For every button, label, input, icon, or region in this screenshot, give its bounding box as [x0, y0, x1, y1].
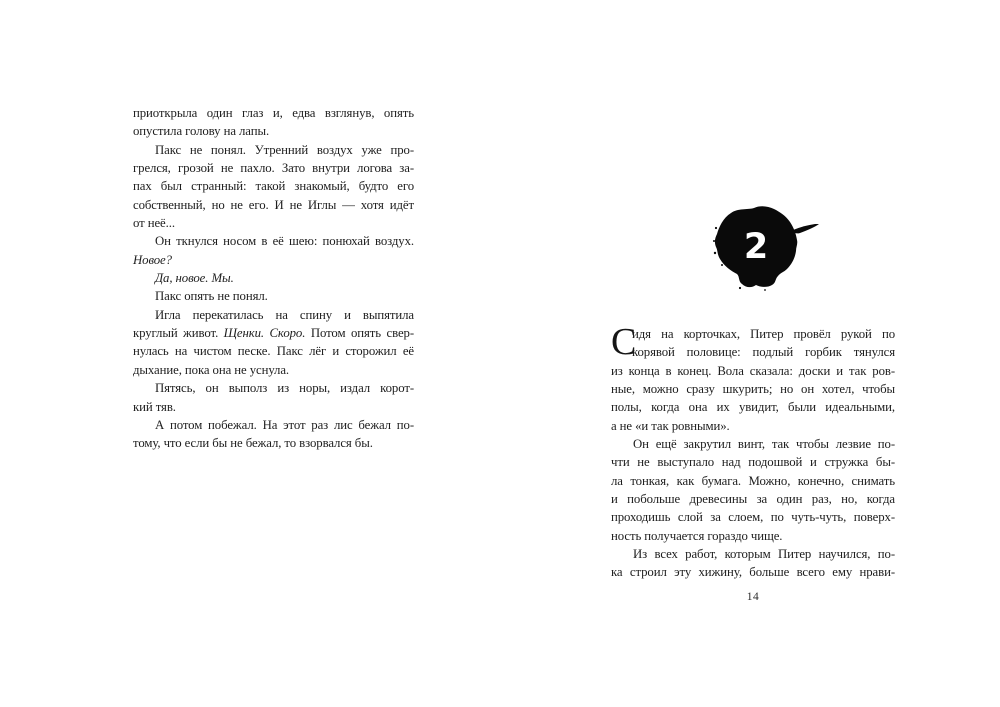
text-segment: Пакс не понял. Утренний воздух уже про-: [155, 142, 414, 157]
text-line: [133, 416, 414, 434]
text-segment: Потом опять свер-: [305, 326, 414, 341]
text-line: [133, 232, 414, 250]
text-segment: ла тонкая, как бумага. Можно, конечно, снимать: [611, 473, 895, 488]
text-segment: опустила голову на лапы.: [133, 124, 270, 139]
text-line: [133, 324, 414, 342]
text-segment: корявой половице: подлый горбик тянулся: [632, 345, 895, 360]
text-line: [611, 417, 895, 435]
chapter-number: 2: [743, 227, 769, 267]
text-segment: нулась на чистом песке. Пакс лёг и сторожил её: [133, 344, 414, 359]
text-segment: и побольше древесины за один раз, но, когда: [611, 492, 895, 507]
text-segment: из конца в конец. Вола сказала: доски и так ров-: [611, 363, 895, 378]
text-line: [611, 398, 895, 416]
text-line: [133, 122, 414, 140]
text-line: [611, 343, 895, 361]
text-segment: проходишь слой за слоем, по чуть-чуть, поверх-: [611, 510, 895, 525]
text-line: [133, 104, 414, 122]
italic-text-segment: Да, новое. Мы.: [155, 271, 234, 286]
page-left-text-block: [133, 104, 414, 453]
text-line: [133, 361, 414, 379]
chapter-ink-blob-icon: [710, 203, 822, 295]
text-segment: ность получается гораздо чище.: [611, 528, 783, 543]
text-segment: Он ещё закрутил винт, так чтобы лезвие по-: [633, 437, 895, 452]
text-segment: ка строил эту хижину, больше всего ему нрави-: [611, 565, 895, 580]
text-line: [611, 563, 895, 581]
text-line: [133, 141, 414, 159]
text-line: [133, 196, 414, 214]
text-line: [133, 306, 414, 324]
text-segment: кий тяв.: [133, 399, 176, 414]
text-segment: а не «и так ровными».: [611, 418, 730, 433]
text-segment: круглый живот.: [133, 326, 224, 341]
text-line: [133, 379, 414, 397]
text-segment: полы, когда она их увидит, были идеальными,: [611, 400, 895, 415]
text-line: [611, 362, 895, 380]
italic-text-segment: Щенки. Скоро.: [223, 326, 306, 341]
text-line: [611, 508, 895, 526]
text-line: [133, 269, 414, 287]
text-segment: дыхание, пока она не уснула.: [133, 362, 290, 377]
text-segment: Он ткнулся носом в её шею: понюхай воздух.: [155, 234, 414, 249]
text-line: [611, 435, 895, 453]
text-segment: Из всех работ, которым Питер научился, по-: [633, 547, 895, 562]
text-segment: Игла перекатилась на спину и выпятила: [155, 307, 414, 322]
chapter-ornament: [710, 203, 822, 295]
text-segment: грелся, грозой не пахло. Зато внутри логова за-: [133, 161, 414, 176]
text-segment: пах был странный: такой знакомый, будто его: [133, 179, 414, 194]
page-right-text-block: [611, 321, 895, 582]
text-segment: ные, можно сразу шкурить; но он хотел, чтобы: [611, 382, 895, 397]
text-line: [611, 453, 895, 471]
text-segment: от неё...: [133, 216, 175, 231]
text-segment: А потом побежал. На этот раз лис бежал по-: [155, 417, 414, 432]
text-line: [611, 380, 895, 398]
text-line: [611, 472, 895, 490]
text-segment: Пакс опять не понял.: [155, 289, 268, 304]
text-line: [611, 527, 895, 545]
text-segment: чти не выступало над подошвой и стружка бы-: [611, 455, 895, 470]
text-line: [133, 434, 414, 452]
page-number: 14: [746, 591, 760, 603]
text-segment: тому, что если бы не бежал, то взорвался бы.: [133, 436, 373, 451]
text-segment: приоткрыла один глаз и, едва взглянув, опять: [133, 106, 414, 120]
text-segment: идя на корточках, Питер провёл рукой по: [632, 327, 895, 341]
text-line: [611, 490, 895, 508]
text-line: [133, 342, 414, 360]
text-line: [133, 398, 414, 416]
text-line: [611, 545, 895, 563]
text-segment: собственный, но не его. И не Иглы — хотя идёт: [133, 197, 414, 212]
italic-text-segment: Новое?: [133, 252, 172, 267]
text-line: [133, 214, 414, 232]
drop-cap: С: [611, 321, 637, 363]
text-line: [133, 159, 414, 177]
text-line: [611, 325, 895, 343]
text-line: [133, 287, 414, 305]
text-line: [133, 177, 414, 195]
page-right-lines: [611, 321, 895, 582]
text-segment: Пятясь, он выполз из норы, издал корот-: [155, 381, 414, 396]
text-line: [133, 251, 414, 269]
